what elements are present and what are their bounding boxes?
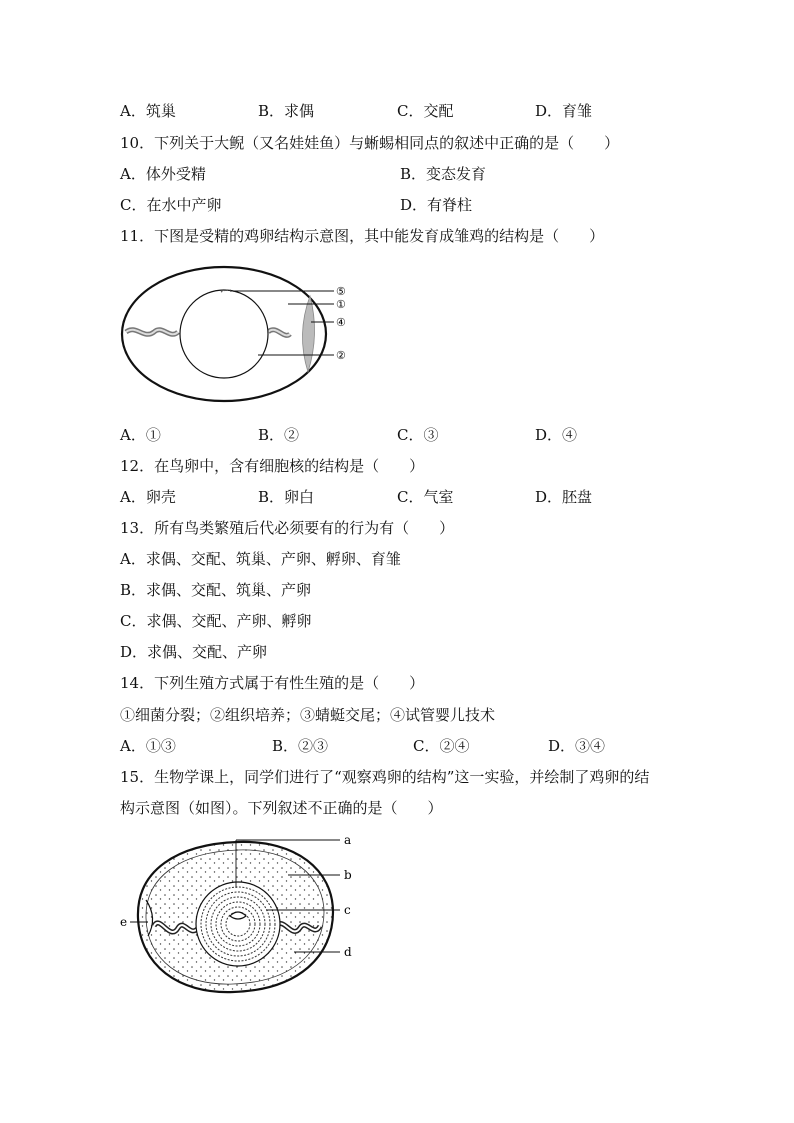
q15-stem-line2: 构示意图（如图）。下列叙述不正确的是（ ） [120, 799, 443, 817]
q10-option-b[interactable]: B．变态发育 [400, 165, 487, 183]
q11-egg-diagram [118, 264, 358, 404]
q11-stem: 11．下图是受精的鸡卵结构示意图，其中能发育成雏鸡的结构是（ ） [120, 227, 605, 245]
q13-option-b[interactable]: B．求偶、交配、筑巢、产卵 [120, 581, 312, 599]
q10-stem: 10．下列关于大鲵（又名娃娃鱼）与蜥蜴相同点的叙述中正确的是（ ） [120, 134, 620, 152]
q9-option-a[interactable]: A．筑巢 [120, 102, 176, 120]
q9-option-d[interactable]: D．育雏 [535, 102, 593, 120]
q11-label-4: ④ [336, 316, 346, 329]
q11-label-5: ⑤ [336, 285, 346, 298]
q11-option-c[interactable]: C．③ [397, 426, 439, 444]
q11-option-b[interactable]: B．② [258, 426, 300, 444]
q14-items: ①细菌分裂；②组织培养；③蜻蜓交尾；④试管婴儿技术 [120, 706, 496, 724]
q13-stem: 13．所有鸟类繁殖后代必须要有的行为有（ ） [120, 519, 455, 537]
q15-label-d: d [344, 945, 352, 959]
q11-label-1: ① [336, 298, 346, 311]
q15-label-c: c [344, 903, 351, 917]
q11-option-a[interactable]: A．① [120, 426, 161, 444]
q12-option-a[interactable]: A．卵壳 [120, 488, 176, 506]
q12-stem: 12．在鸟卵中，含有细胞核的结构是（ ） [120, 457, 425, 475]
q12-option-b[interactable]: B．卵白 [258, 488, 315, 506]
q15-label-e: e [120, 915, 128, 929]
q13-option-c[interactable]: C．求偶、交配、产卵、孵卵 [120, 612, 312, 630]
q15-label-a: a [344, 833, 352, 847]
q9-option-c[interactable]: C．交配 [397, 102, 454, 120]
q10-option-d[interactable]: D．有脊柱 [400, 196, 473, 214]
q13-option-a[interactable]: A．求偶、交配、筑巢、产卵、孵卵、育雏 [120, 550, 401, 568]
q10-option-c[interactable]: C．在水中产卵 [120, 196, 222, 214]
q13-option-d[interactable]: D．求偶、交配、产卵 [120, 643, 268, 661]
q15-label-b: b [344, 868, 352, 882]
q12-option-d[interactable]: D．胚盘 [535, 488, 593, 506]
q15-stem-line1: 15．生物学课上，同学们进行了“观察鸡卵的结构”这一实验，并绘制了鸡卵的结 [120, 768, 650, 786]
q14-option-d[interactable]: D．③④ [548, 737, 606, 755]
q10-option-a[interactable]: A．体外受精 [120, 165, 206, 183]
q14-option-b[interactable]: B．②③ [272, 737, 329, 755]
q14-option-a[interactable]: A．①③ [120, 737, 176, 755]
q14-option-c[interactable]: C．②④ [413, 737, 470, 755]
q9-option-b[interactable]: B．求偶 [258, 102, 315, 120]
q11-option-d[interactable]: D．④ [535, 426, 578, 444]
q14-stem: 14．下列生殖方式属于有性生殖的是（ ） [120, 674, 425, 692]
q12-option-c[interactable]: C．气室 [397, 488, 454, 506]
q15-egg-diagram [118, 830, 368, 1005]
q11-label-2: ② [336, 349, 346, 362]
yolk [180, 290, 268, 378]
yolk [196, 882, 280, 966]
